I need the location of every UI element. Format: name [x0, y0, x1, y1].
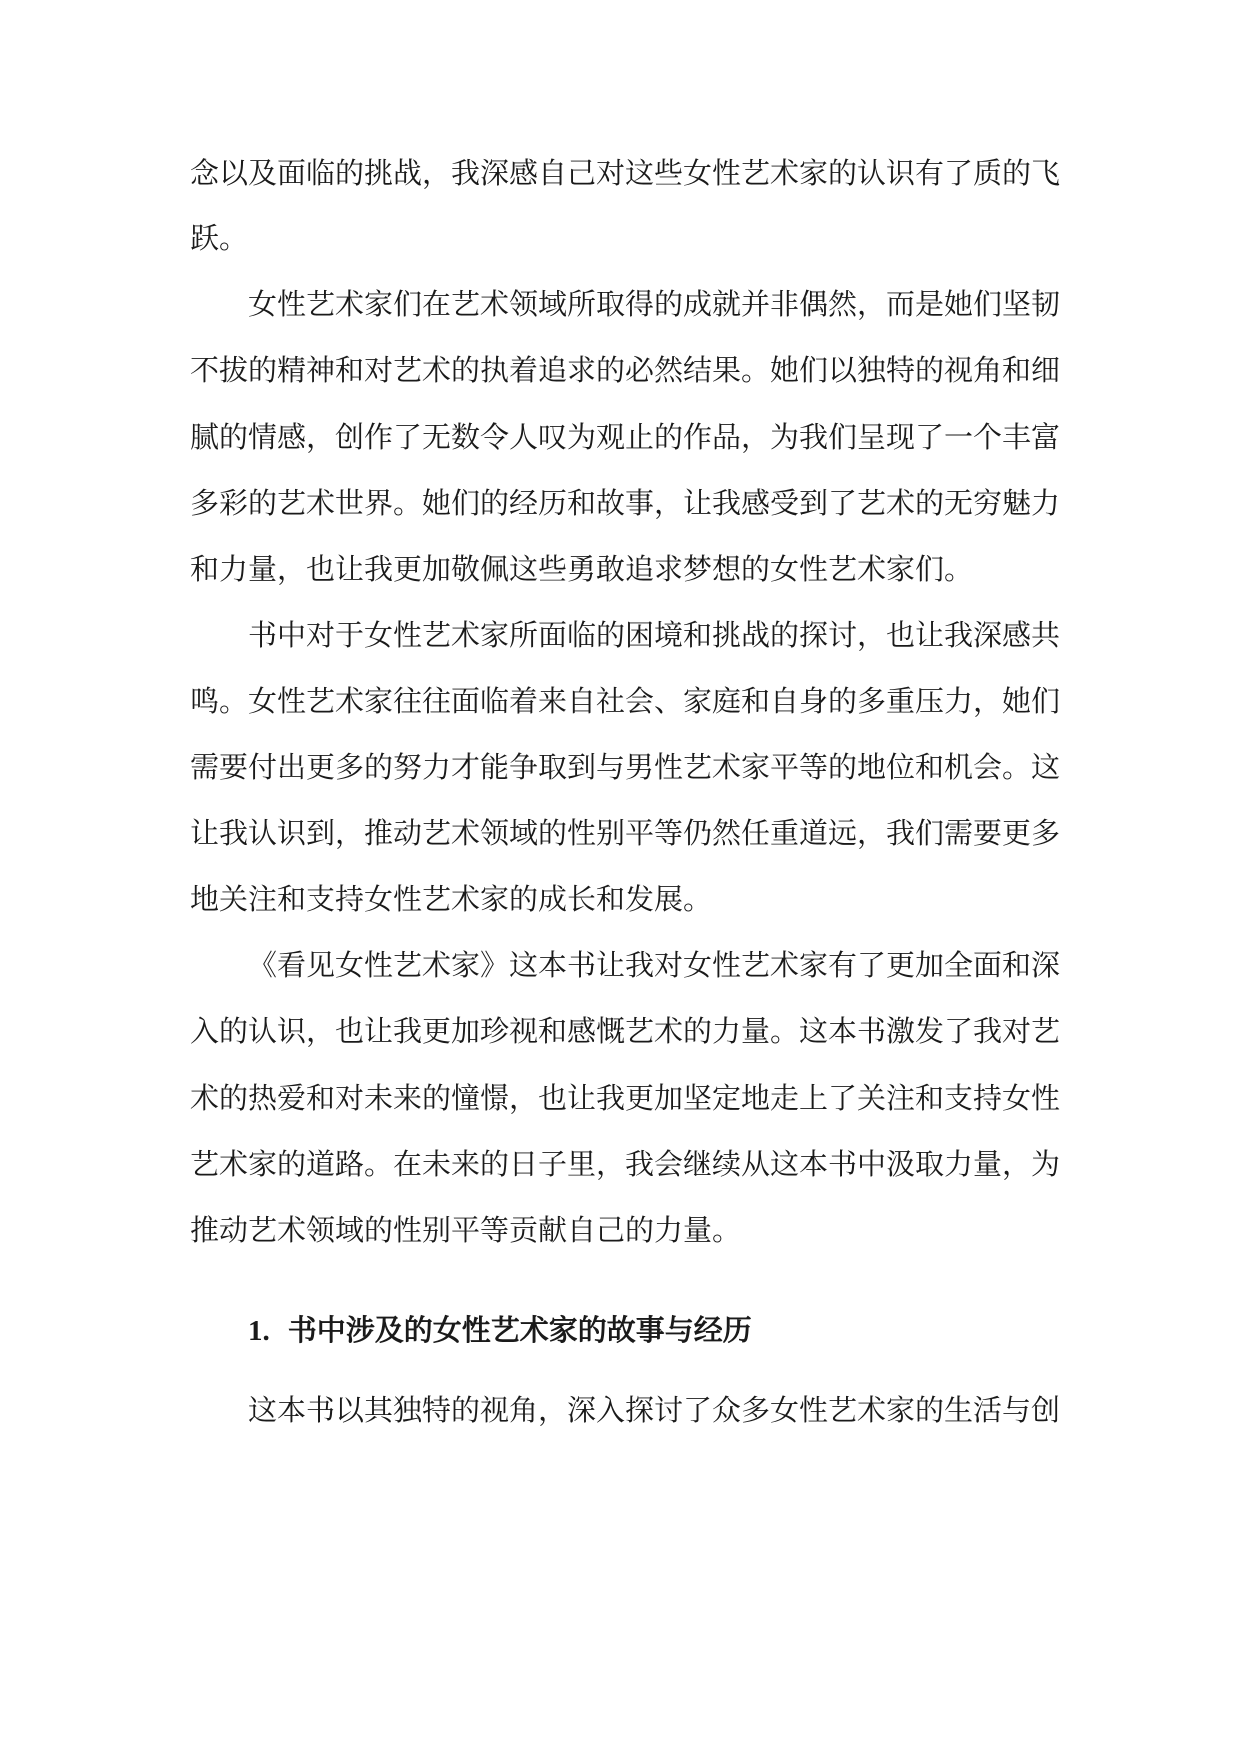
- text-line: 地关注和支持女性艺术家的成长和发展。: [190, 882, 713, 916]
- text-line: 《看见女性艺术家》这本书让我对女性艺术家有了更加全面和深: [248, 948, 1060, 982]
- text-line: 女性艺术家们在艺术领域所取得的成就并非偶然，而是她们坚韧: [248, 287, 1060, 321]
- text-line: 多彩的艺术世界。她们的经历和故事，让我感受到了艺术的无穷魅力: [190, 486, 1060, 520]
- text-line: 艺术家的道路。在未来的日子里，我会继续从这本书中汲取力量，为: [190, 1147, 1060, 1181]
- text-line: 推动艺术领域的性别平等贡献自己的力量。: [190, 1213, 742, 1247]
- text-line: 书中对于女性艺术家所面临的困境和挑战的探讨，也让我深感共: [248, 618, 1060, 652]
- text-line: 念以及面临的挑战，我深感自己对这些女性艺术家的认识有了质的飞: [190, 156, 1060, 190]
- section-title: 书中涉及的女性艺术家的故事与经历: [287, 1313, 752, 1347]
- text-line: 这本书以其独特的视角，深入探讨了众多女性艺术家的生活与创: [248, 1393, 1060, 1427]
- section-heading: [248, 1310, 752, 1350]
- text-line: 跃。: [190, 221, 249, 255]
- text-line: 不拔的精神和对艺术的执着追求的必然结果。她们以独特的视角和细: [190, 353, 1060, 387]
- text-line: 和力量，也让我更加敬佩这些勇敢追求梦想的女性艺术家们。: [190, 552, 974, 586]
- text-line: 需要付出更多的努力才能争取到与男性艺术家平等的地位和机会。这: [190, 750, 1060, 784]
- text-line: 让我认识到，推动艺术领域的性别平等仍然任重道远，我们需要更多: [190, 816, 1060, 850]
- section-number: 1.: [248, 1315, 270, 1347]
- text-line: 入的认识，也让我更加珍视和感慨艺术的力量。这本书激发了我对艺: [190, 1014, 1060, 1048]
- text-line: 腻的情感，创作了无数令人叹为观止的作品，为我们呈现了一个丰富: [190, 420, 1060, 454]
- text-line: 鸣。女性艺术家往往面临着来自社会、家庭和自身的多重压力，她们: [190, 684, 1060, 718]
- text-line: 术的热爱和对未来的憧憬，也让我更加坚定地走上了关注和支持女性: [190, 1081, 1060, 1115]
